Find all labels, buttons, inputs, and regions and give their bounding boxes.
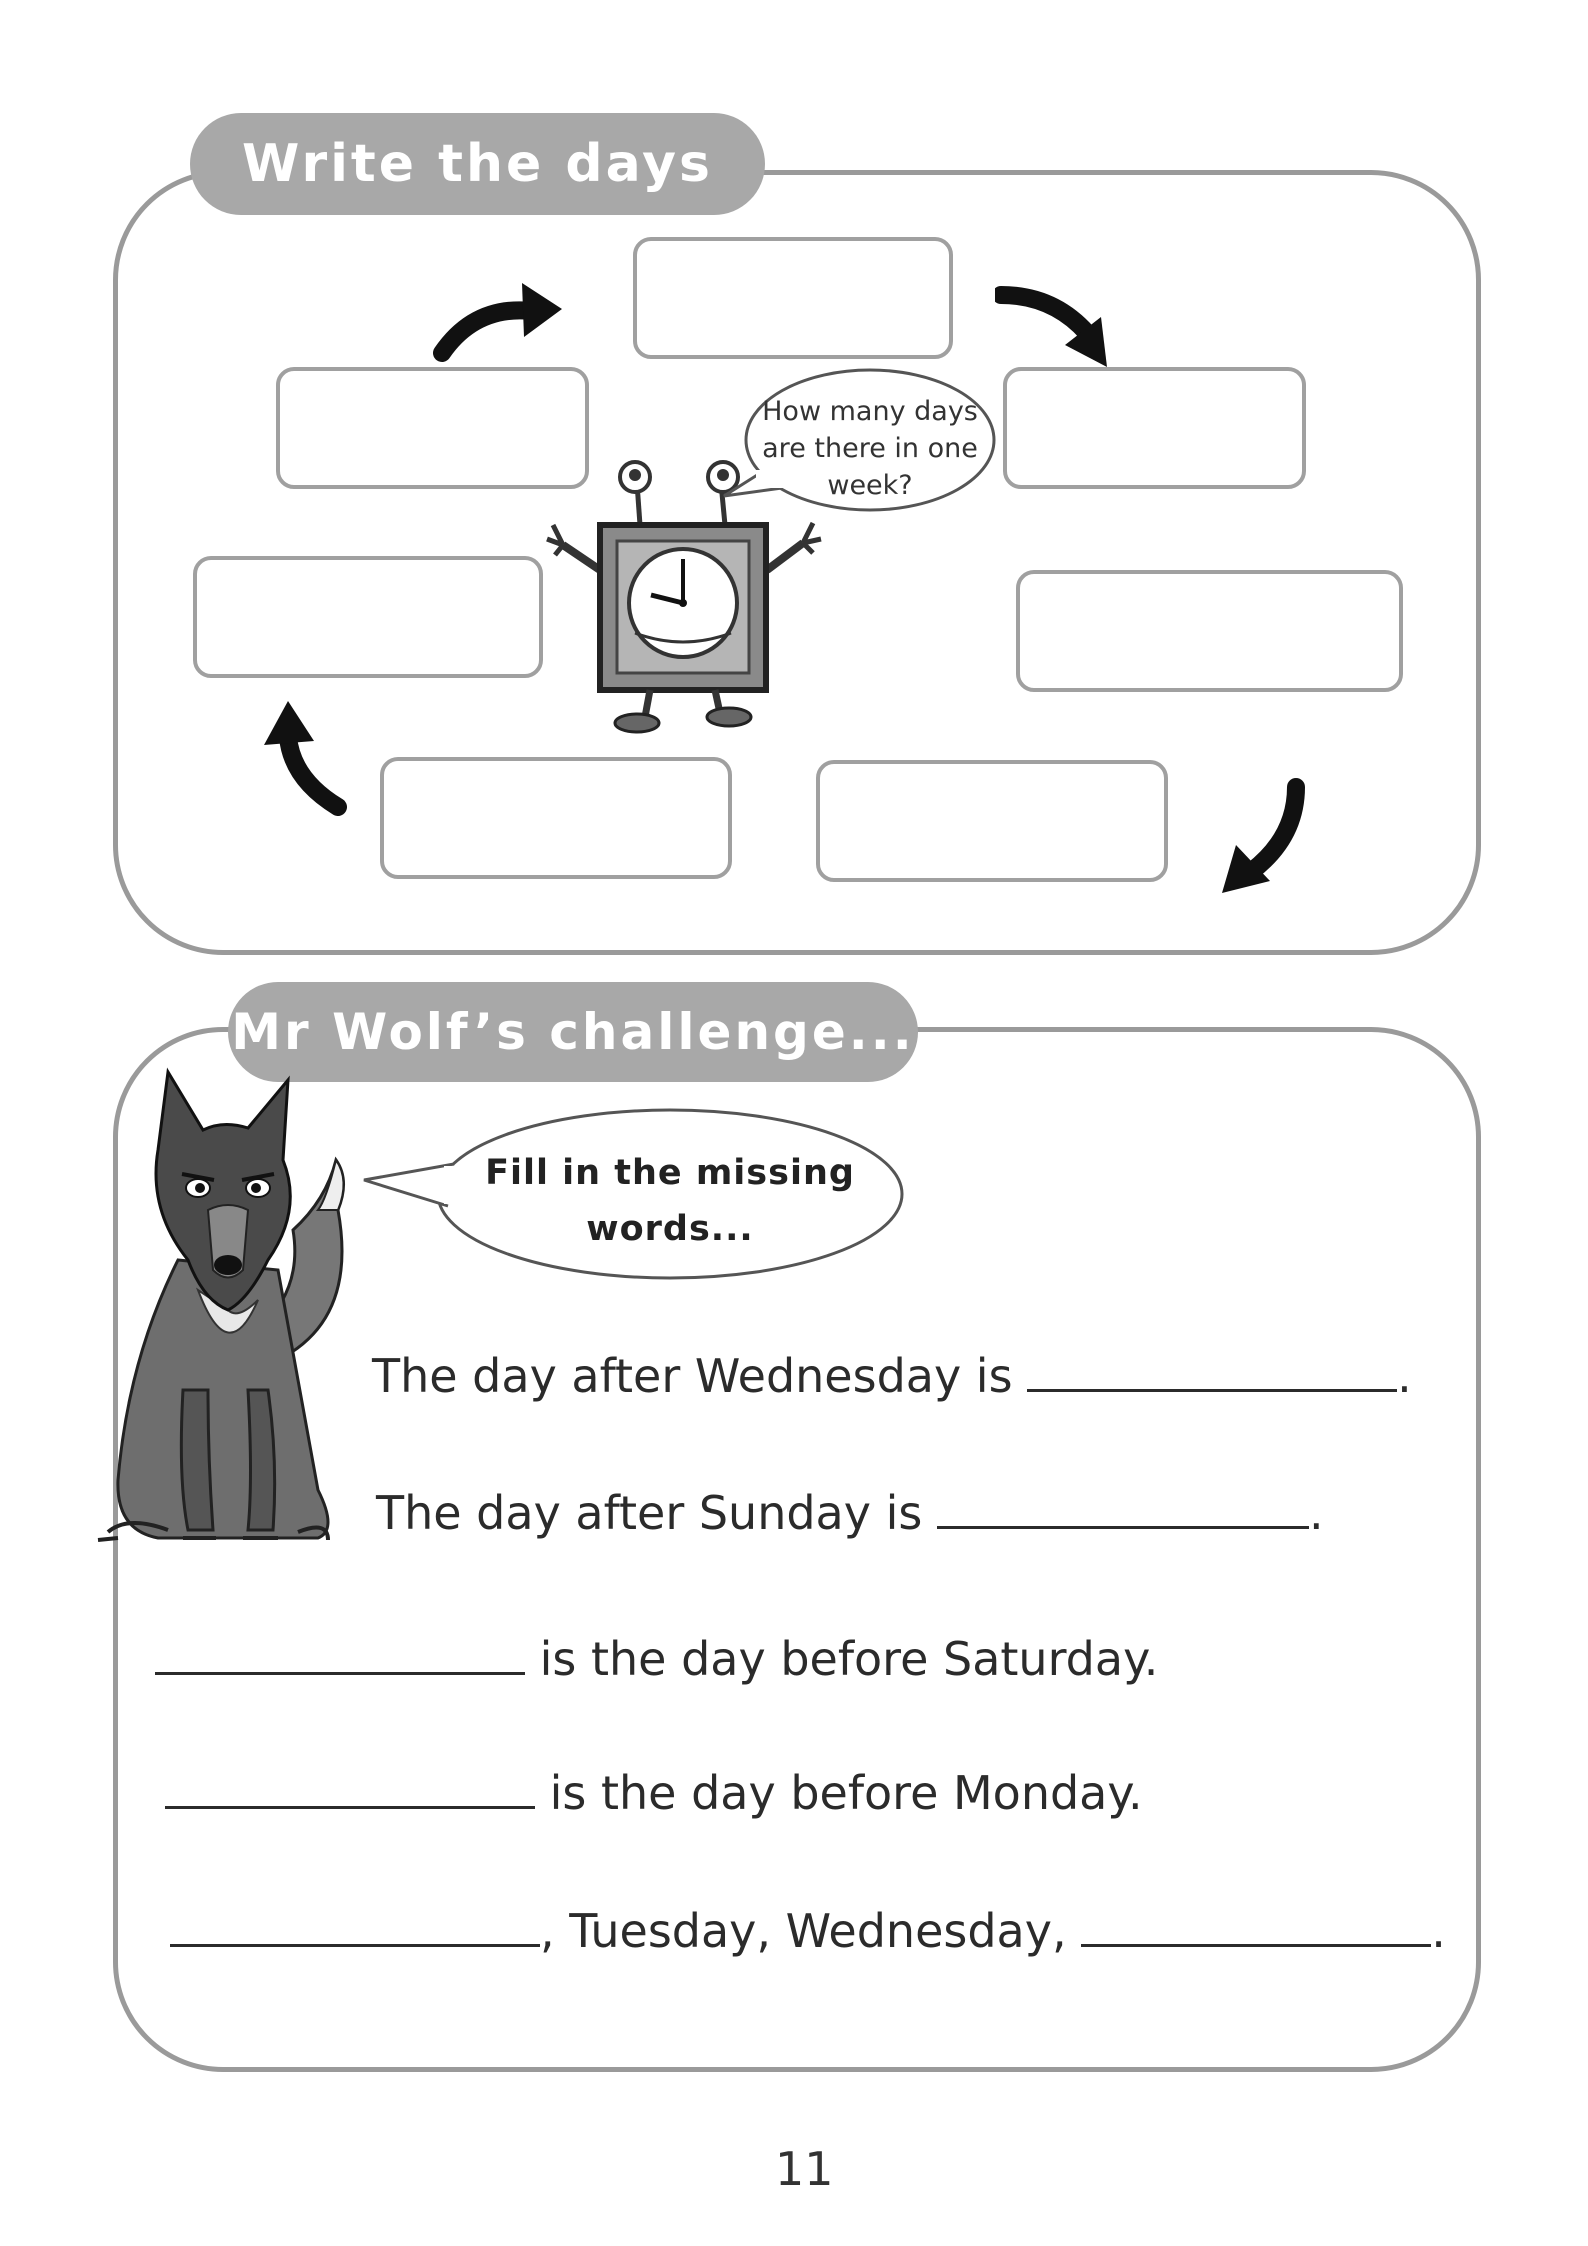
answer-blank-4[interactable]	[165, 1762, 535, 1809]
answer-blank-6[interactable]	[1081, 1900, 1431, 1947]
arrow-icon-bottom-right	[1210, 775, 1320, 905]
sentence-1-end: .	[1397, 1349, 1412, 1403]
sentence-1-text: The day after Wednesday is	[372, 1349, 1028, 1403]
answer-blank-5[interactable]	[170, 1900, 540, 1947]
sentence-2-text: The day after Sunday is	[376, 1486, 937, 1540]
answer-blank-2[interactable]	[937, 1482, 1309, 1529]
sentence-4	[165, 1762, 1143, 1820]
sentence-5-text: , Tuesday, Wednesday,	[540, 1904, 1082, 1958]
day-box-middle-left[interactable]	[193, 556, 543, 678]
answer-blank-3[interactable]	[155, 1628, 525, 1675]
write-days-title: Write the days	[190, 113, 765, 215]
sentence-4-text: is the day before Monday.	[535, 1766, 1143, 1820]
answer-blank-1[interactable]	[1027, 1345, 1397, 1392]
day-box-top[interactable]	[633, 237, 953, 359]
sentence-2	[376, 1482, 1324, 1540]
arrow-icon-bottom-left	[258, 695, 358, 825]
sentence-5	[170, 1900, 1446, 1958]
clock-question-text: How many days are there in one week?	[762, 396, 978, 501]
sentence-3	[155, 1628, 1158, 1686]
day-box-bottom-right[interactable]	[816, 760, 1168, 882]
day-box-upper-right[interactable]	[1003, 367, 1306, 489]
day-box-bottom-left[interactable]	[380, 757, 732, 879]
arrow-icon-top-right	[995, 275, 1125, 375]
page-number: 11	[775, 2142, 834, 2196]
day-box-upper-left[interactable]	[276, 367, 589, 489]
sentence-5-end: .	[1431, 1904, 1446, 1958]
sentence-1	[372, 1345, 1412, 1403]
wolf-speech-text: Fill in the missing words...	[485, 1153, 855, 1249]
wolf-challenge-title: Mr Wolf’s challenge...	[228, 982, 918, 1082]
sentence-3-text: is the day before Saturday.	[525, 1632, 1159, 1686]
wolf-icon	[88, 1060, 388, 1560]
sentence-2-end: .	[1308, 1486, 1324, 1540]
day-box-middle-right[interactable]	[1016, 570, 1403, 692]
arrow-icon-top-left	[430, 275, 570, 370]
